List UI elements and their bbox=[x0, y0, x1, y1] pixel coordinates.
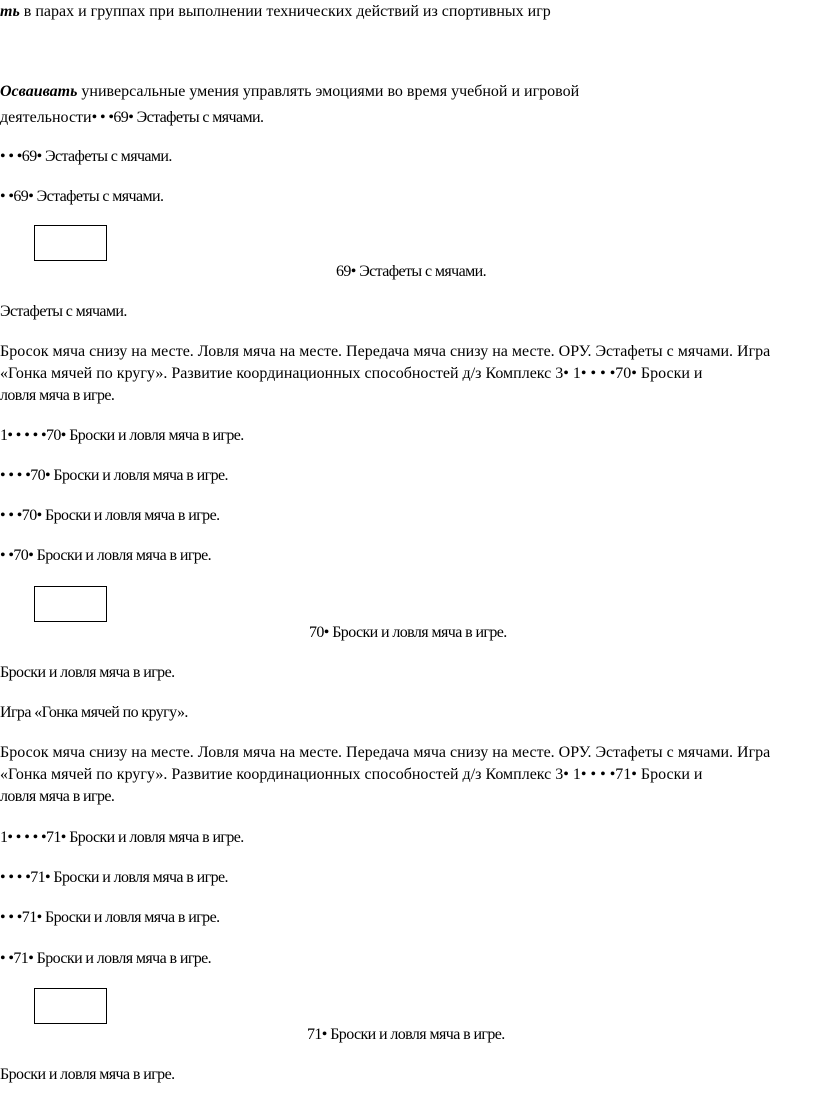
paragraph-2-line-1: Бросок мяча снизу на месте. Ловля мяча на месте. Передача мяча снизу на месте. ОРУ. Эстафеты с мячами. Игра bbox=[0, 744, 771, 761]
centered-heading-69: 69• Эстафеты с мячами. bbox=[336, 263, 486, 280]
line-2-lead: Осваивать bbox=[0, 83, 78, 100]
line-1 bbox=[0, 2, 551, 22]
heading-throws-2: Броски и ловля мяча в игре. bbox=[0, 1066, 175, 1083]
empty-frame-2 bbox=[34, 586, 107, 622]
heading-relay: Эстафеты с мячами. bbox=[0, 303, 127, 320]
empty-frame-1 bbox=[34, 225, 107, 261]
heading-game: Игра «Гонка мячей по кругу». bbox=[0, 704, 188, 721]
bullet-line-69-a: • • •69• Эстафеты с мячами. bbox=[0, 148, 172, 165]
paragraph-1-line-2: «Гонка мячей по кругу». Развитие координационных способностей д/з Комплекс 3• 1• • • •70• Броски и bbox=[0, 365, 703, 382]
bullet-line-70-b: • • • •70• Броски и ловля мяча в игре. bbox=[0, 467, 228, 484]
centered-heading-70: 70• Броски и ловля мяча в игре. bbox=[309, 624, 507, 641]
bullet-line-71-a: 1• • • • •71• Броски и ловля мяча в игре. bbox=[0, 829, 244, 846]
bullet-line-69-b: • •69• Эстафеты с мячами. bbox=[0, 188, 164, 205]
line-1-text: в парах и группах при выполнении технических действий из спортивных игр bbox=[19, 3, 551, 20]
line-2 bbox=[0, 82, 579, 102]
bullet-line-70-d: • •70• Броски и ловля мяча в игре. bbox=[0, 547, 212, 564]
bullet-line-71-c: • • •71• Броски и ловля мяча в игре. bbox=[0, 909, 220, 926]
line-2-text: универсальные умения управлять эмоциями во время учебной и игровой bbox=[77, 83, 580, 100]
line-3 bbox=[0, 108, 263, 128]
paragraph-2-line-2: «Гонка мячей по кругу». Развитие координационных способностей д/з Комплекс 3• 1• • • •71• Броски и bbox=[0, 766, 703, 783]
line-1-lead: ть bbox=[0, 3, 20, 20]
centered-heading-71: 71• Броски и ловля мяча в игре. bbox=[307, 1026, 505, 1043]
bullet-line-70-c: • • •70• Броски и ловля мяча в игре. bbox=[0, 507, 220, 524]
bullet-line-71-d: • •71• Броски и ловля мяча в игре. bbox=[0, 950, 212, 967]
bullet-line-70-a: 1• • • • •70• Броски и ловля мяча в игре. bbox=[0, 427, 244, 444]
line-3-text: деятельности bbox=[0, 109, 92, 126]
heading-throws: Броски и ловля мяча в игре. bbox=[0, 664, 175, 681]
bullet-line-71-b: • • • •71• Броски и ловля мяча в игре. bbox=[0, 869, 228, 886]
paragraph-1-line-1: Бросок мяча снизу на месте. Ловля мяча на месте. Передача мяча снизу на месте. ОРУ. Эстафеты с мячами. Игра bbox=[0, 343, 771, 360]
line-3-tail: • • •69• Эстафеты с мячами. bbox=[91, 109, 264, 126]
empty-frame-3 bbox=[34, 988, 107, 1024]
paragraph-1-line-3: ловля мяча в игре. bbox=[0, 387, 115, 404]
paragraph-2-line-3: ловля мяча в игре. bbox=[0, 788, 115, 805]
